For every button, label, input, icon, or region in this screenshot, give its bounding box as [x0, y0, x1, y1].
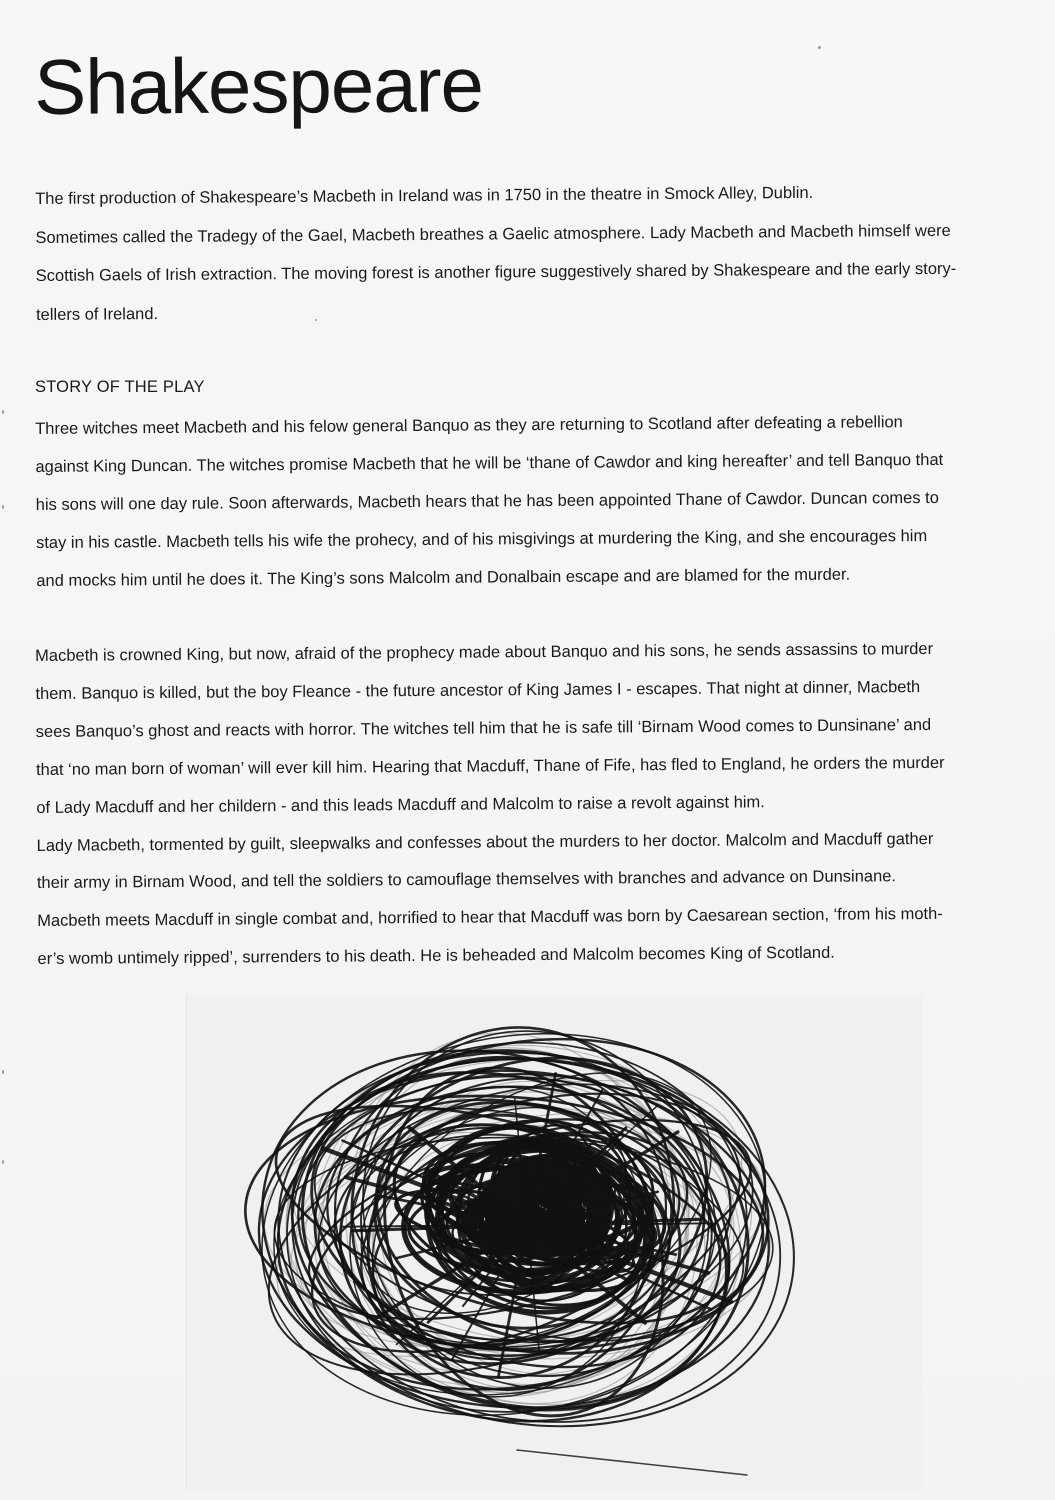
scribble-stroke — [517, 1450, 747, 1475]
scan-speck — [2, 505, 4, 509]
story-line: that ‘no man born of woman’ will ever kill him. Hearing that Macduff, Thane of Fife, has fled to England, he orders the murder — [35, 753, 945, 779]
scan-speck — [2, 1160, 4, 1164]
story-line: Three witches meet Macbeth and his felow general Banquo as they are returning to Scotland after defeating a rebellion — [35, 413, 903, 438]
illustration-frame — [186, 995, 923, 1490]
scribble-drawing-icon — [187, 995, 923, 1490]
scan-speck — [2, 1070, 4, 1074]
story-heading: STORY OF THE PLAY — [35, 378, 205, 396]
story-paragraph-2 — [35, 630, 1038, 979]
story-line: them. Banquo is killed, but the boy Fleance - the future ancestor of King James I - escapes. That night at dinner, Macbeth — [35, 677, 921, 703]
story-line: er’s womb untimely ripped’, surrenders to his death. He is beheaded and Malcolm becomes King of Scotland. — [37, 943, 835, 969]
intro-paragraph — [35, 172, 1036, 334]
story-paragraph-1 — [35, 402, 1036, 600]
story-line: Macbeth is crowned King, but now, afraid of the prophecy made about Banquo and his sons, he sends assassins to murder — [35, 639, 934, 665]
story-line: against King Duncan. The witches promise Macbeth that he will be ‘thane of Cawdor and king hereafter’ and tell Banquo that — [35, 450, 944, 476]
story-line: Macbeth meets Macduff in single combat and, horrified to hear that Macduff was born by Caesarean section, ‘from his moth- — [37, 905, 943, 931]
scan-speck — [818, 46, 821, 49]
page-title: Shakespeare — [33, 40, 484, 131]
story-line: of Lady Macduff and her childern - and this leads Macduff and Malcolm to raise a revolt against him. — [36, 792, 765, 817]
story-line: and mocks him until he does it. The King’s sons Malcolm and Donalbain escape and are blamed for the murder. — [36, 565, 851, 590]
scan-speck — [315, 319, 317, 321]
intro-line: tellers of Ireland. — [35, 304, 159, 324]
intro-line: Scottish Gaels of Irish extraction. The moving forest is another figure suggestively shared by Shakespeare and the early story- — [35, 259, 957, 285]
story-line: Lady Macbeth, tormented by guilt, sleepwalks and confesses about the murders to her doctor. Malcolm and Macduff gather — [36, 829, 934, 855]
intro-line: The first production of Shakespeare’s Macbeth in Ireland was in 1750 in the theatre in Smock Alley, Dublin. — [35, 183, 814, 208]
story-line: stay in his castle. Macbeth tells his wife the prohecy, and of his misgivings at murdering the King, and she encourages him — [35, 526, 928, 552]
scan-speck — [2, 410, 4, 414]
story-line: their army in Birnam Wood, and tell the soldiers to camouflage themselves with branches and advance on Dunsinane. — [36, 867, 897, 893]
story-line: sees Banquo’s ghost and reacts with horror. The witches tell him that he is safe till ‘Birnam Wood comes to Dunsinane’ and — [35, 715, 932, 741]
story-line: his sons will one day rule. Soon afterwards, Macbeth hears that he has been appointed Thane of Cawdor. Duncan comes to — [35, 488, 939, 514]
intro-line: Sometimes called the Tradegy of the Gael, Macbeth breathes a Gaelic atmosphere. Lady Macbeth and Macbeth himself were — [35, 221, 951, 247]
